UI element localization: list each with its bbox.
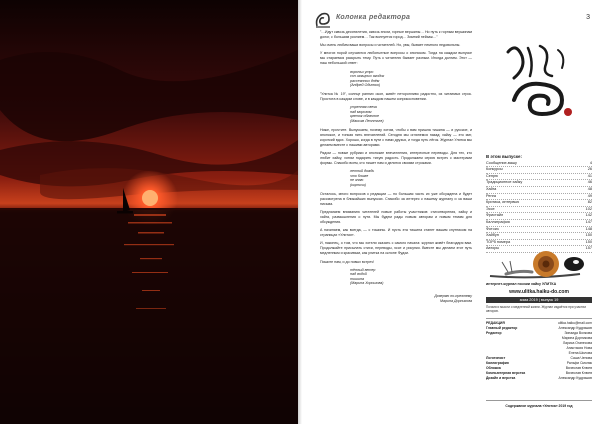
article-paragraph: "Улитка № 19", солнце ранних окон, живёт неторопливо радостно, из читаемых строк. Простота в каждом слове, и в каждом нашем соприкосновении. bbox=[320, 91, 472, 102]
contents-item[interactable] bbox=[486, 207, 592, 214]
editorial-role: Компьютерная верстка bbox=[486, 371, 526, 375]
contents-item-label: Ренга bbox=[486, 193, 496, 198]
contents-item[interactable] bbox=[486, 227, 592, 234]
haiku-verse: вороньи утро сон изящных ягодок рассеянных днём (Андрей Одиноко) bbox=[350, 69, 385, 88]
haiku-verse: тёплый ветер над водой тишина (Марина Хорошова) bbox=[350, 267, 384, 286]
contents-item-page: 26 bbox=[587, 167, 592, 172]
article-paragraph: Рядом — новые рубрики и японские впечатления, интересные переводы. Для тех, кто любит хайку, хотим подарить тихую радость. Продолжаем серию встреч с мастерами формы. Спасибо всем, кто пишет нам и делится своими строками. bbox=[320, 150, 472, 166]
snail-icon bbox=[314, 10, 332, 30]
editorial-role: Логотипист bbox=[486, 356, 506, 360]
contents-item-label: TOP5 номера bbox=[486, 239, 511, 244]
editorial-role: РЕДАКЦИЯ bbox=[486, 321, 505, 325]
haiku-verse: утренняя свеча над морозом цветок облачное (Максим Леонтьев) bbox=[350, 105, 384, 123]
contents-item-label: Каллиграфия bbox=[486, 219, 510, 224]
editorial-name: Лариса Оганесова bbox=[562, 341, 592, 345]
article-paragraph: "…Идут сквозь десятилетия, сквозь эпохи, горные вершины… Но путь к горным вершинам долог, с большим усилием… Так волнуется город… Зимний пейзаж…" bbox=[320, 30, 472, 40]
article-paragraph: Предлагаем вниманию читателей новые работы участников: стихотворения, хайку и хайга, размышления о пути. Мы будем рады новым авторам и новым темам для обсуждения. bbox=[320, 209, 472, 224]
contents-item-label: Эссе bbox=[486, 206, 495, 211]
contents-item-label: Хайга bbox=[486, 186, 497, 191]
sunset-photo bbox=[0, 0, 298, 424]
contents-item-label: Сенрю bbox=[486, 173, 498, 178]
haiku-verse: летний дождь что ближе не знаю (кирпичи) bbox=[350, 169, 375, 187]
contents-item[interactable] bbox=[486, 174, 592, 181]
contents-item-page: 147 bbox=[585, 219, 592, 224]
editorial-row bbox=[486, 376, 592, 381]
article-paragraph: Мы очень любим ваши вопросы и читателей. Но, увы, бывает немного недовольны. bbox=[320, 43, 461, 48]
magazine-name: интернет-журнал поэзии хайку УЛИТКА bbox=[486, 282, 557, 286]
contents-item-page: 49 bbox=[587, 193, 592, 198]
contents-item[interactable] bbox=[486, 233, 592, 240]
contents-item-page: 150 bbox=[585, 239, 592, 244]
sunset-illustration bbox=[0, 0, 298, 424]
signature-name: Марина Дорникова bbox=[440, 299, 472, 304]
editorial-role: Редактор bbox=[486, 331, 502, 335]
article-paragraph: У многих порой случаются любопытные вопросы о японском. Тогда на каждом выпуске мы стараемся раскрыть тему. Путь к читателю бывает разным. Иногда долгим. Этот — наш небольшой ответ: bbox=[320, 51, 472, 66]
editorial-name: Марина Дорникова bbox=[561, 336, 592, 340]
contents-item-label: Фотоиз bbox=[486, 226, 499, 231]
contents-item-label: Хайбун bbox=[486, 233, 499, 238]
editorial-name: Вячеслав Клюев bbox=[565, 366, 592, 370]
contents-item[interactable] bbox=[486, 220, 592, 227]
editorial-board bbox=[486, 318, 592, 381]
article-paragraph: И, наконец, о том, что мы хотели сказать с самого начала: журнал живёт благодаря вам. Продолжайте присылать стихи, переводы, эссе и рисунки. Вместе мы делаем этот путь медленным и красивым, как улитка на склоне Фудзи. bbox=[320, 241, 472, 256]
section-title: Колонка редактора bbox=[336, 14, 411, 21]
contents-item-page: 142 bbox=[585, 213, 592, 218]
contents-item-label: Конкурсы bbox=[486, 167, 503, 172]
editorial-name: Ральфи Смоляк bbox=[566, 361, 592, 365]
editorial-name: Анастасия Нова bbox=[566, 346, 592, 350]
contents-item[interactable] bbox=[486, 161, 592, 168]
contents-item-label: Фристайл bbox=[486, 213, 504, 218]
contents-item-label: Традиционное хайку bbox=[486, 180, 523, 185]
contents-item[interactable] bbox=[486, 200, 592, 207]
contents-item[interactable] bbox=[486, 213, 592, 220]
editorial-role: Дизайн и верстка bbox=[486, 376, 516, 380]
contents-item-page: 48 bbox=[587, 186, 592, 191]
magazine-url[interactable]: www.ulitka.haiku-do.com bbox=[509, 289, 569, 295]
editorial-name: ulitka.haiku@mail.com bbox=[558, 321, 592, 325]
article-paragraph: Ниже, прочтите. Выпускаем, почему хотим, чтобы к вам пришла тишина — и русское, и японское, и тонкая нить впечатлений. Сегодня мы оглянемся назад: хайку — это миг, короткий вдох. Хорошо, когда в пути с нами друзья, и тогда путь лёгок. Журнал Улитка мы делаем вместе с нашими авторами. bbox=[320, 127, 472, 147]
contents-item-page: 46 bbox=[587, 180, 592, 185]
sidebar bbox=[482, 22, 596, 420]
signature-line: Доверяю по-прежнему bbox=[434, 294, 472, 299]
contents-item-label: Критика, интервью bbox=[486, 200, 520, 205]
contents-item-page: 82 bbox=[587, 200, 592, 205]
footer-note: Содержание журнала «Улитка» 2019 год bbox=[486, 400, 592, 408]
contents-item-page: 102 bbox=[585, 206, 592, 211]
contents-item[interactable] bbox=[486, 194, 592, 201]
contents-title: В этом выпуске: bbox=[486, 154, 522, 159]
page-number: 3 bbox=[586, 14, 590, 21]
editorial-role: Каллиграфия bbox=[486, 361, 509, 365]
editorial-name: Александр Кудряшов bbox=[558, 326, 592, 330]
contents-item-page: 157 bbox=[585, 246, 592, 251]
magazine-info bbox=[486, 282, 592, 313]
article-paragraph: Пишите нам, и до новых встреч! bbox=[320, 259, 374, 264]
editorial-name: Вячеслав Клюев bbox=[565, 371, 592, 375]
editorial-name: Александр Кудряшов bbox=[558, 376, 592, 380]
article-paragraph: Осталось, много вопросов к редакции — но большая часть их уже обсуждена и будет рассмотрена в ближайших выпусках. Спасибо за интерес к нашему журналу и за ваши письма. bbox=[320, 191, 472, 206]
contents-item[interactable] bbox=[486, 187, 592, 194]
contents-item-page: 41 bbox=[587, 173, 592, 178]
contents-item[interactable] bbox=[486, 167, 592, 174]
editorial-role: Главный редактор bbox=[486, 326, 518, 330]
editorial-name: Зинаида Волкова bbox=[564, 331, 592, 335]
contents-item-page: 150 bbox=[585, 233, 592, 238]
contents-item-label: Авторы bbox=[486, 246, 500, 251]
editorial-name: Елена Шилова bbox=[568, 351, 592, 355]
article-paragraph: А начинаем, как всегда, — с тишины. И пусть эта тишина станет вашим спутником на страницах «Улитки». bbox=[320, 228, 472, 238]
contents-item-page: 4 bbox=[589, 160, 592, 165]
calligraphy-logo bbox=[500, 38, 580, 122]
editorial-name: Саша Ченова bbox=[570, 356, 592, 360]
magazine-description: Поэзия и мысли о медленной жизни. Журнал издаётся при участии авторов. bbox=[486, 305, 586, 314]
contents-item-label: Сообщение-вашу bbox=[486, 160, 517, 165]
contents-item[interactable] bbox=[486, 180, 592, 187]
contents-item-page: 148 bbox=[585, 226, 592, 231]
contents-list bbox=[486, 161, 592, 253]
table-of-contents bbox=[486, 154, 592, 253]
issue-badge: зима 2019 | выпуск 19 bbox=[486, 297, 592, 303]
editor-column bbox=[320, 30, 472, 418]
snail-illustration bbox=[484, 244, 592, 284]
editorial-page bbox=[302, 0, 600, 424]
editorial-role: Обложка bbox=[486, 366, 501, 370]
